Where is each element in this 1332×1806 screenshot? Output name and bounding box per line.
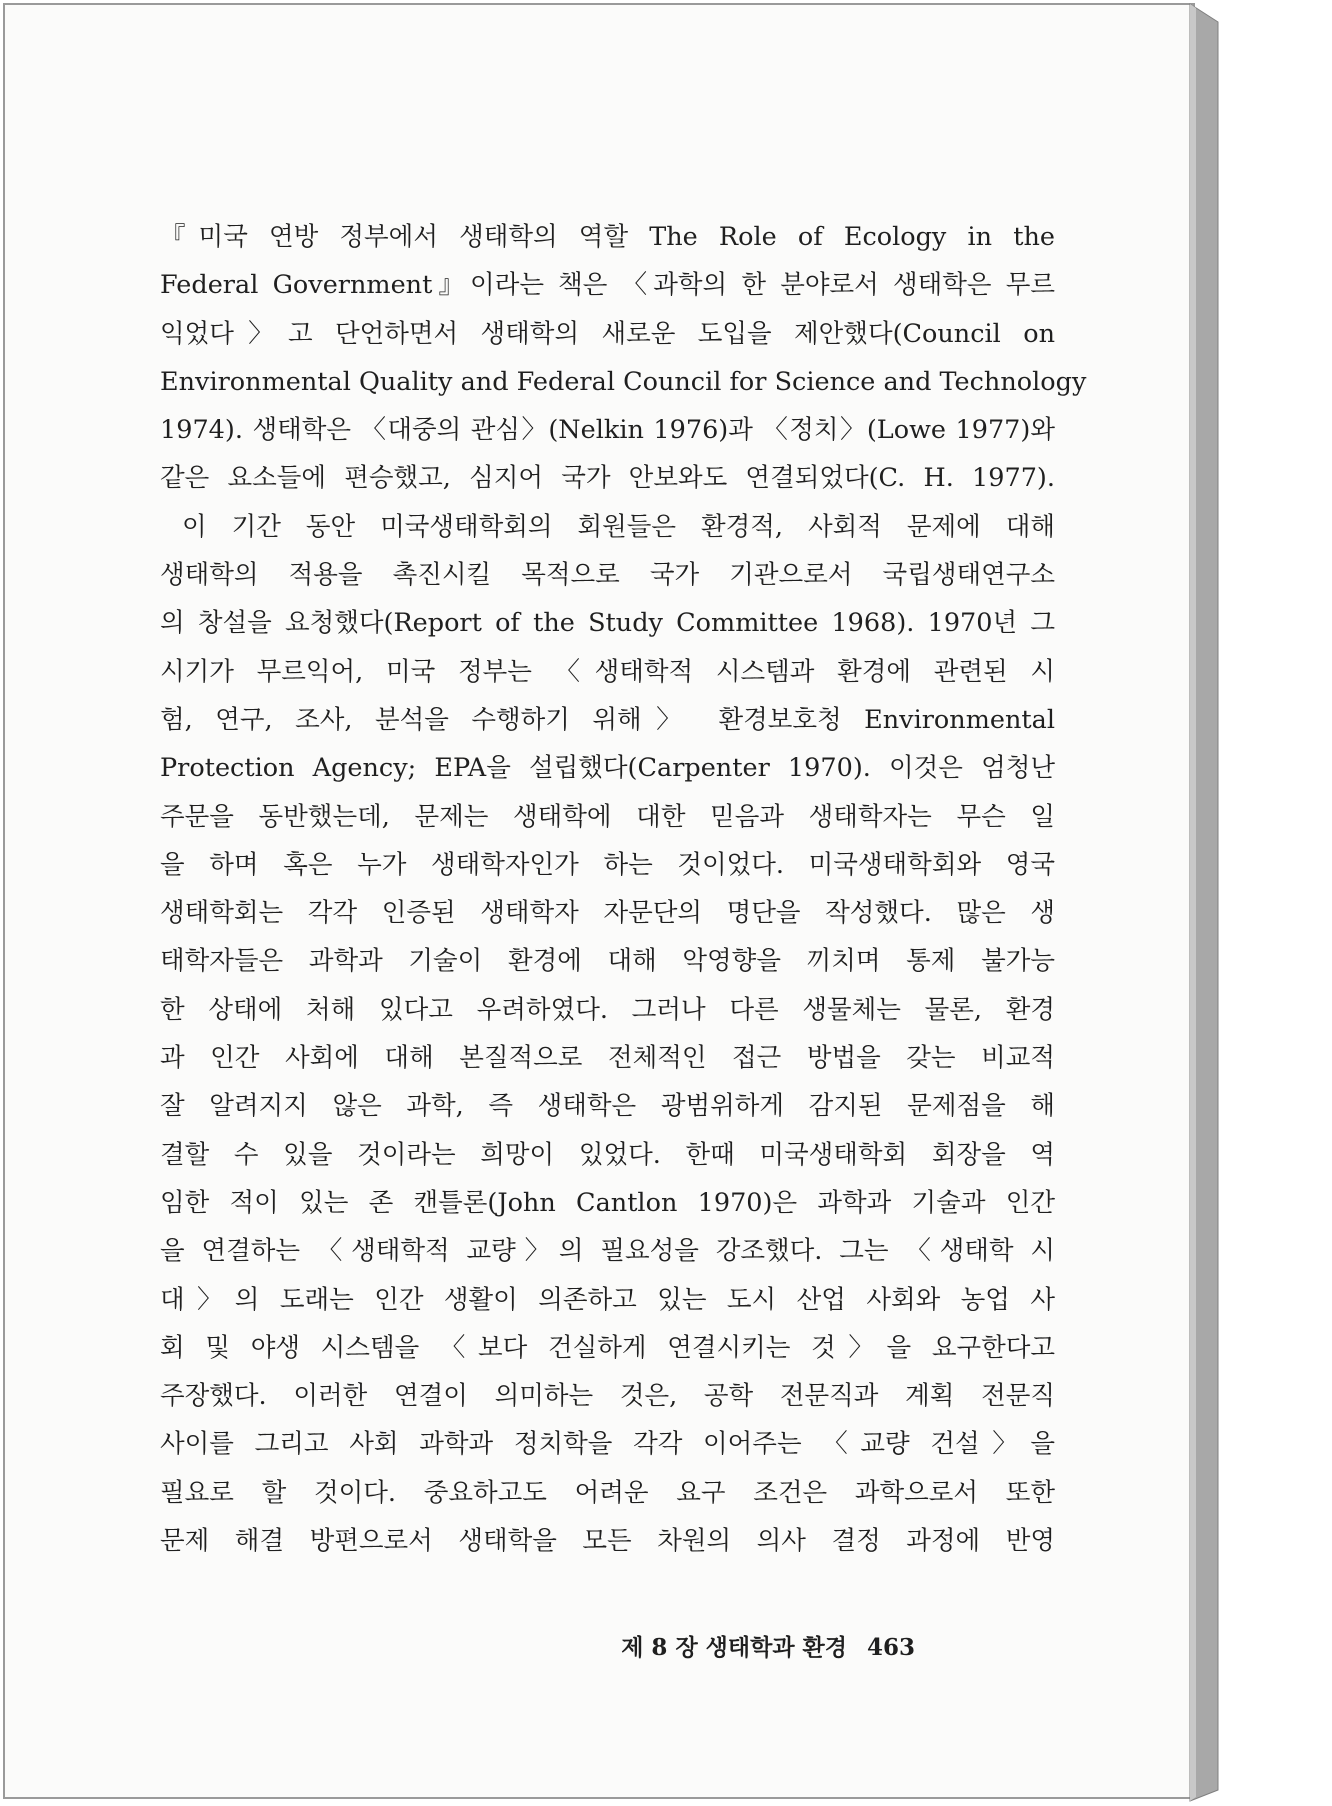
page-number: 463 — [866, 1634, 915, 1661]
text-line: 주장했다. 이러한 연결이 의미하는 것은, 공학 전문직과 계획 전문직 — [160, 1381, 1055, 1412]
text-line: 의 창설을 요청했다(Report of the Study Committee 1968). 1970년 그 — [160, 608, 1055, 639]
text-line: 1974). 생태학은 〈대중의 관심〉(Nelkin 1976)과 〈정치〉(Lowe 1977)와 — [160, 415, 1055, 446]
text-line: 필요로 할 것이다. 중요하고도 어려운 요구 조건은 과학으로서 또한 — [160, 1477, 1055, 1508]
text-line: 회 및 야생 시스템을 〈보다 건실하게 연결시키는 것〉을 요구한다고 — [160, 1332, 1055, 1363]
body-text — [160, 213, 1087, 1565]
text-line: Protection Agency; EPA을 설립했다(Carpenter 1970). 이것은 엄청난 — [160, 753, 1055, 784]
text-line: 익었다〉고 단언하면서 생태학의 새로운 도입을 제안했다(Council on — [160, 318, 1055, 349]
text-line: 한 상태에 처해 있다고 우려하였다. 그러나 다른 생물체는 물론, 환경 — [160, 994, 1055, 1025]
text-line: 임한 적이 있는 존 캔틀론(John Cantlon 1970)은 과학과 기술과 인간 — [160, 1187, 1055, 1218]
text-line: 을 하며 혹은 누가 생태학자인가 하는 것이었다. 미국생태학회와 영국 — [160, 849, 1055, 880]
text-line: 같은 요소들에 편승했고, 심지어 국가 안보와도 연결되었다(C. H. 1977). — [160, 463, 1055, 494]
page-footer — [621, 1629, 915, 1662]
text-line: 잘 알려지지 않은 과학, 즉 생태학은 광범위하게 감지된 문제점을 해 — [160, 1091, 1055, 1122]
book-page — [3, 3, 1195, 1799]
page-curl-highlight — [1190, 4, 1196, 1801]
text-line: 을 연결하는 〈생태학적 교량〉의 필요성을 강조했다. 그는 〈생태학 시 — [160, 1236, 1055, 1267]
text-line: 『미국 연방 정부에서 생태학의 역할 The Role of Ecology in the — [160, 222, 1055, 252]
text-line: 생태학의 적용을 촉진시킬 목적으로 국가 기관으로서 국립생태연구소 — [160, 560, 1055, 591]
text-line: 대〉의 도래는 인간 생활이 의존하고 있는 도시 산업 사회와 농업 사 — [160, 1284, 1055, 1315]
text-line: 결할 수 있을 것이라는 희망이 있었다. 한때 미국생태학회 회장을 역 — [160, 1139, 1055, 1170]
page-edge-shadow — [1188, 0, 1228, 1806]
text-line: Federal Government』이라는 책은 〈과학의 한 분야로서 생태학은 무르 — [160, 270, 1055, 301]
text-line: 이 기간 동안 미국생태학회의 회원들은 환경적, 사회적 문제에 대해 — [182, 511, 1055, 542]
text-line: 사이를 그리고 사회 과학과 정치학을 각각 이어주는 〈교량 건설〉을 — [160, 1429, 1055, 1460]
text-line: 험, 연구, 조사, 분석을 수행하기 위해〉 환경보호청 Environmental — [160, 704, 1055, 735]
text-line: Environmental Quality and Federal Council for Science and Technology — [160, 366, 1087, 397]
text-line: 시기가 무르익어, 미국 정부는 〈생태학적 시스템과 환경에 관련된 시 — [160, 656, 1055, 687]
text-line: 주문을 동반했는데, 문제는 생태학에 대한 믿음과 생태학자는 무슨 일 — [160, 801, 1055, 832]
text-line: 태학자들은 과학과 기술이 환경에 대해 악영향을 끼치며 통제 불가능 — [160, 946, 1055, 977]
chapter-title: 제 8 장 생태학과 환경 — [621, 1634, 847, 1661]
text-line: 문제 해결 방편으로서 생태학을 모든 차원의 의사 결정 과정에 반영 — [160, 1526, 1055, 1557]
text-line: 생태학회는 각각 인증된 생태학자 자문단의 명단을 작성했다. 많은 생 — [160, 898, 1055, 929]
text-line: 과 인간 사회에 대해 본질적으로 전체적인 접근 방법을 갖는 비교적 — [160, 1043, 1055, 1074]
